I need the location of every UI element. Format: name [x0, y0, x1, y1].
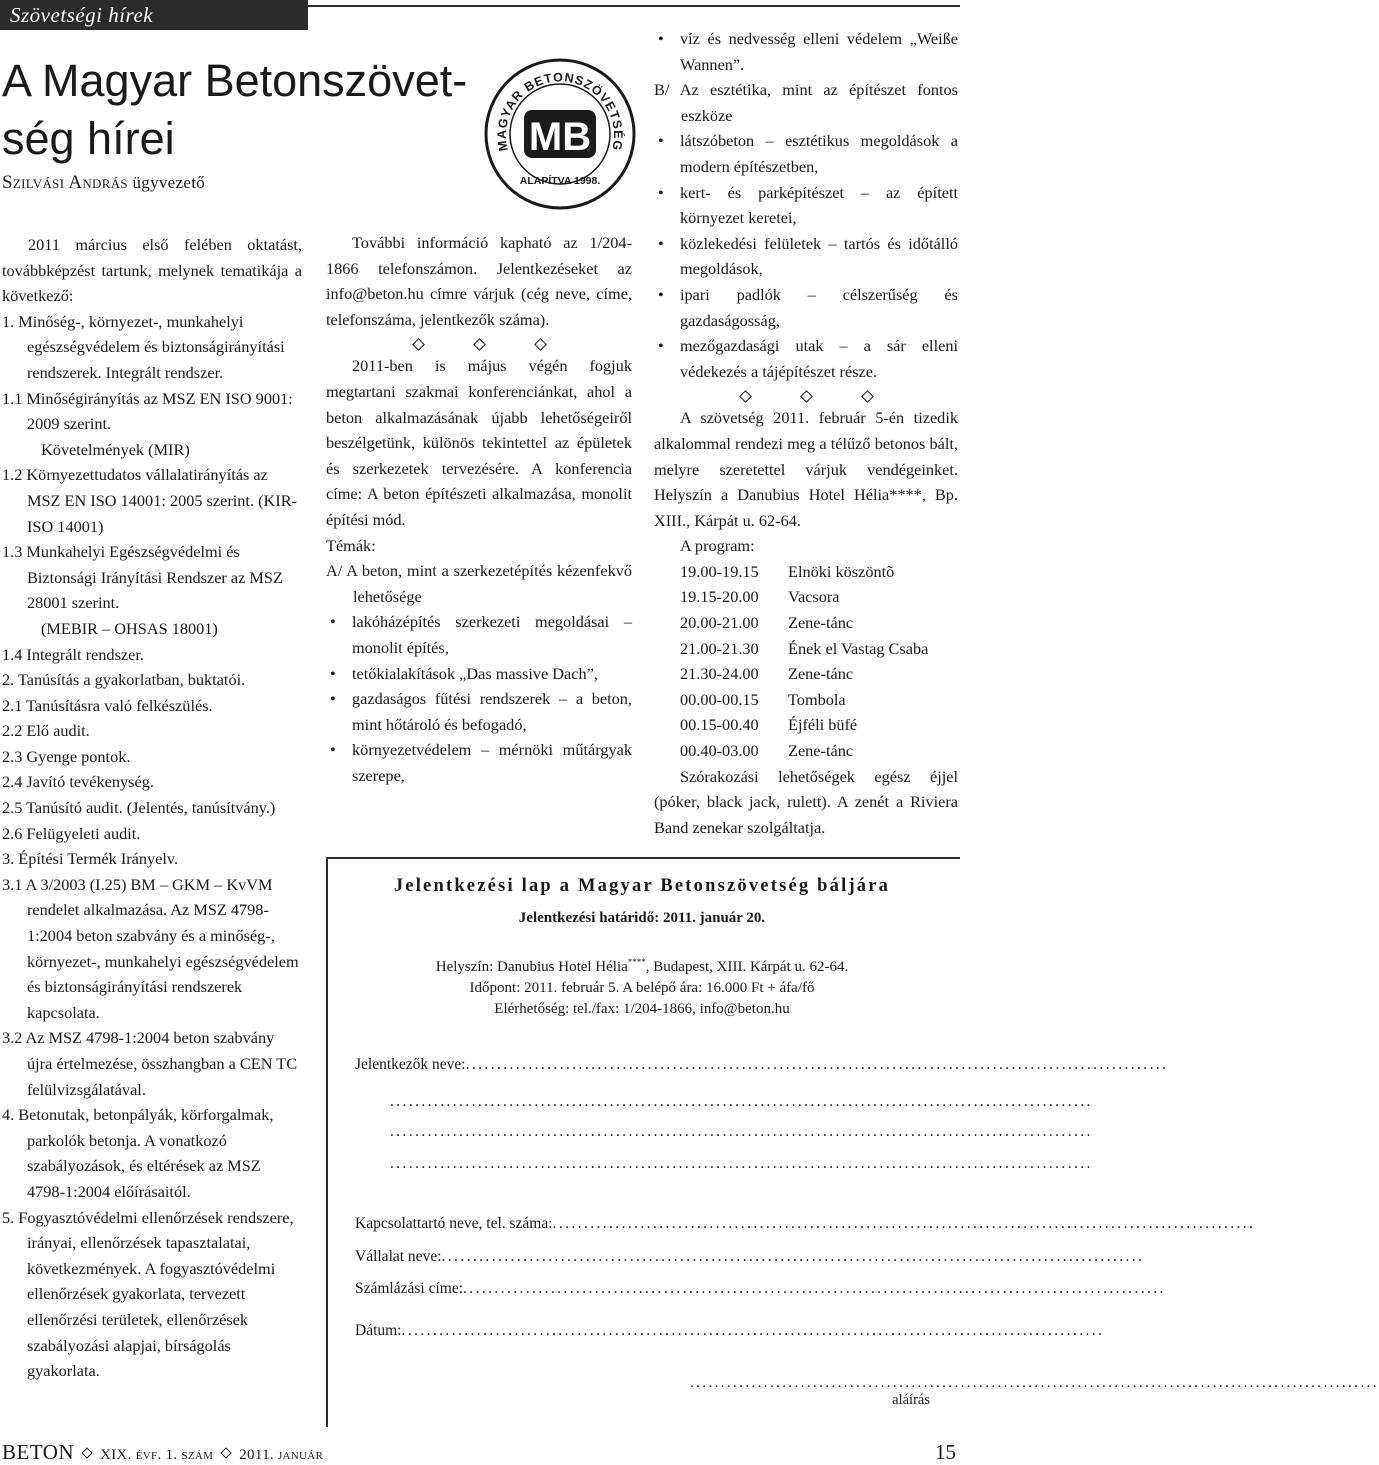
program-row: [654, 712, 958, 738]
form-title: Jelentkezési lap a Magyar Betonszövetség báljára: [393, 876, 891, 896]
bullet-item: • tetőkialakítások „Das massive Dach”,: [326, 661, 632, 687]
date-field[interactable]: Dátum:................................................................................................................: [355, 1322, 1105, 1339]
date-label: Dátum:: [355, 1322, 402, 1339]
diamond-icon: [861, 390, 874, 403]
diamond-icon: [81, 1447, 92, 1458]
curriculum-item: 2.2 Elő audit.: [2, 721, 90, 741]
form-venue: Helyszín: Danubius Hotel Hélia****, Budapest, XIII. Kárpát u. 62-64.: [435, 957, 849, 975]
program-event: Tombola: [788, 689, 846, 709]
curriculum-item: 1.3 Munkahelyi Egészségvédelmi és Biztonsági Irányítási Rendszer az MSZ 28001 szerint.: [2, 542, 283, 613]
program-label: A program:: [680, 536, 755, 556]
curriculum-item: Követelmények (MIR): [41, 439, 190, 459]
names-label: Jelentkezők neve:: [355, 1056, 466, 1073]
bullet-item: • víz és nedvesség elleni védelem „Weiße Wannen”.: [654, 26, 958, 77]
curriculum-list: [2, 309, 302, 1384]
separator-diamonds: [654, 392, 958, 401]
program-event: Zene-tánc: [788, 613, 854, 633]
program-event: Zene-tánc: [788, 741, 854, 761]
program-row: [654, 636, 958, 662]
page-title-line-1: A Magyar Betonszövet-: [2, 55, 468, 106]
company-field[interactable]: Vállalat neve:................................................................................................................: [355, 1248, 1145, 1265]
page-number: 15: [935, 1440, 956, 1464]
conference-paragraph: 2011-ben is május végén fogjuk megtartani szakmai konferenciánkat, ahol a beton alkalmazásának újabb lehetőségeiről beszélgetünk, különös tekintettel az épületek és szerkezetek tervezésére. A konferencia címe: A beton építészeti alkalmazása, monolit építési mód.: [326, 356, 632, 529]
curriculum-item: 3. Építési Termék Irányelv.: [2, 849, 179, 869]
form-contact: Elérhetőség: tel./fax: 1/204-1866, info@beton.hu: [494, 1001, 790, 1017]
company-label: Vállalat neve:: [355, 1248, 442, 1265]
program-event: Éjféli büfé: [788, 715, 858, 735]
separator-diamonds: [326, 340, 632, 349]
diamond-icon: [739, 390, 752, 403]
program-event: Ének el Vastag Csaba: [788, 638, 929, 658]
curriculum-item: 1.1 Minőségirányítás az MSZ EN ISO 9001: 2009 szerint.: [2, 388, 293, 434]
names-field[interactable]: Jelentkezők neve:................................................................................................................: [355, 1056, 1169, 1073]
billing-address-field[interactable]: Számlázási címe:................................................................................................................: [355, 1280, 1166, 1297]
bullet-item: • környezetvédelem – mérnöki műtárgyak szerepe,: [326, 737, 632, 788]
column-2: [326, 230, 632, 788]
curriculum-item: 2. Tanúsítás a gyakorlatban, buktatói.: [2, 670, 246, 690]
curriculum-item: 2.6 Felügyeleti audit.: [2, 823, 141, 843]
author-role: ügyvezető: [132, 173, 206, 192]
diamond-icon: [473, 339, 486, 352]
diamond-icon: [534, 339, 547, 352]
intro-paragraph: 2011 március első felében oktatást, továbbképzést tartunk, melynek tematikája a következő:: [2, 235, 302, 306]
magazine-name: BETON: [2, 1440, 75, 1464]
curriculum-item: 1.4 Integrált rendszer.: [2, 644, 144, 664]
association-logo: [478, 52, 642, 216]
curriculum-item: 2.4 Javító tevékenység.: [2, 772, 154, 792]
topic-a: A/ A beton, mint a szerkezetépítés kézenfekvő lehetősége: [326, 561, 632, 606]
bullet-item: • ipari padlók – célszerűség és gazdaságosság,: [654, 282, 958, 333]
issue-date: 2011. január: [239, 1447, 324, 1463]
registration-form: [326, 857, 1379, 1427]
curriculum-item: 5. Fogyasztóvédelmi ellenőrzések rendszere, irányai, ellenőrzések tapasztalatai, következmények. A fogyasztóvédelmi ellenőrzések gyakorlata, tervezett ellenőrzési területek, ellenőrzések szabályozási alapjai, bírságolás gyakorlata.: [2, 1207, 294, 1381]
curriculum-item: 2.1 Tanúsításra való felkészülés.: [2, 695, 213, 715]
ball-paragraph: A szövetség 2011. február 5-én tizedik alkalommal rendezi meg a télűző betonos bált, melyre szeretettel várjuk vendégeinket. Helyszín a Danubius Hotel Hélia****, Bp. XIII., Kárpát u. 62-64.: [654, 408, 958, 530]
program-event: Vacsora: [788, 587, 840, 607]
page-title-line-2: ség hírei: [2, 113, 175, 164]
diamond-icon: [412, 339, 425, 352]
logo-founded: ALAPÍTVA 1998.: [519, 175, 601, 187]
names-line-3[interactable]: ................................................................................................................: [390, 1123, 1093, 1140]
program-time: 00.00-00.15: [680, 689, 759, 709]
page-footer: [2, 1440, 958, 1464]
section-tag: Szövetségi hírek: [0, 0, 308, 30]
top-rule: [308, 5, 960, 7]
curriculum-item: 3.2 Az MSZ 4798-1:2004 beton szabvány újra értelmezése, összhangban a CEN TC felülvizsgálatával.: [2, 1028, 298, 1099]
curriculum-item: 3.1 A 3/2003 (I.25) BM – GKM – KvVM rendelet alkalmazása. Az MSZ 4798-1:2004 beton szabvány és a minőség-, környezet-, munkahelyi egészségvédelem és biztonságirányítási rendszerek kapcsolata.: [2, 874, 299, 1022]
form-date-price: Időpont: 2011. február 5. A belépő ára: 16.000 Ft + áfa/fő: [469, 980, 815, 996]
info-paragraph: További információ kapható az 1/204-1866 telefonszámon. Jelentkezéseket az info@beton.hu címre várjuk (cég neve, címe, telefonszáma, jelentkezők száma).: [326, 233, 632, 329]
program-event: Zene-tánc: [788, 664, 854, 684]
volume-info: XIX. évf. 1. szám: [100, 1447, 214, 1463]
topics-label: Témák:: [326, 535, 376, 555]
form-info: [362, 952, 922, 1020]
bullet-item: • látszóbeton – esztétikus megoldások a modern építészetben,: [654, 128, 958, 179]
topic-a-bullets-continued: [654, 26, 958, 77]
diamond-icon: [800, 390, 813, 403]
topic-a-bullets: [326, 609, 632, 788]
program-row: [654, 738, 958, 764]
diamond-icon: [221, 1447, 232, 1458]
program-row: [654, 610, 958, 636]
curriculum-item: 1. Minőség-, környezet-, munkahelyi egészségvédelem és biztonságirányítási rendszerek. Integrált rendszer.: [2, 311, 285, 382]
logo-ring-text: MAGYAR BETONSZÖVETSÉG: [494, 70, 626, 153]
logo-initials: MB: [528, 115, 592, 159]
program-list: [654, 559, 958, 764]
bullet-item: • lakóházépítés szerkezeti megoldásai – monolit építés,: [326, 609, 632, 660]
curriculum-item: 4. Betonutak, betonpályák, körforgalmak, parkolók betonja. A vonatkozó szabályozások, és eltérések az MSZ 4798-1:2004 előírásaitól.: [2, 1105, 274, 1201]
program-time: 00.40-03.00: [680, 741, 759, 761]
author-name: Szilvási András: [2, 172, 128, 193]
names-line-2[interactable]: ................................................................................................................: [390, 1093, 1093, 1110]
curriculum-item: (MEBIR – OHSAS 18001): [41, 618, 218, 638]
signature-line[interactable]: ................................................................................................................: [690, 1375, 1379, 1391]
program-time: 21.30-24.00: [680, 664, 759, 684]
form-deadline: Jelentkezési határidő: 2011. január 20.: [518, 910, 766, 926]
program-row: [654, 584, 958, 610]
topic-b-bullets: [654, 128, 958, 384]
bullet-item: • gazdaságos fűtési rendszerek – a beton, mint hőtároló és befogadó,: [326, 686, 632, 737]
program-row: [654, 687, 958, 713]
signature-label: aláírás: [892, 1392, 930, 1408]
author-line: [2, 172, 205, 194]
curriculum-item: 2.5 Tanúsító audit. (Jelentés, tanúsítvány.): [2, 798, 276, 818]
program-time: 20.00-21.00: [680, 613, 759, 633]
contact-person-label: Kapcsolattartó neve, tel. száma:: [355, 1215, 553, 1232]
closing-paragraph: Szórakozási lehetőségek egész éjjel (póker, black jack, rulett). A zenét a Riviera Band zenekar szolgáltatja.: [654, 766, 958, 837]
program-time: 19.00-19.15: [680, 561, 759, 581]
bullet-item: • közlekedési felületek – tartós és időtálló megoldások,: [654, 231, 958, 282]
names-line-4[interactable]: ................................................................................................................: [390, 1155, 1093, 1172]
column-1: [2, 232, 302, 1384]
program-row: [654, 559, 958, 585]
program-time: 19.15-20.00: [680, 587, 759, 607]
topic-b: B/ Az esztétika, mint az építészet fontos eszköze: [654, 80, 958, 125]
contact-person-field[interactable]: Kapcsolattartó neve, tel. száma:................................................................................................................: [355, 1215, 1256, 1232]
bullet-item: • mezőgazdasági utak – a sár elleni védekezés a tájépítészet része.: [654, 333, 958, 384]
curriculum-item: 1.2 Környezettudatos vállalatirányítás az MSZ EN ISO 14001: 2005 szerint. (KIR-ISO 14001): [2, 465, 297, 536]
program-row: [654, 661, 958, 687]
column-3: [654, 26, 958, 840]
program-time: 00.15-00.40: [680, 715, 759, 735]
program-time: 21.00-21.30: [680, 638, 759, 658]
program-event: Elnöki köszöntõ: [788, 561, 895, 581]
curriculum-item: 2.3 Gyenge pontok.: [2, 746, 131, 766]
bullet-item: • kert- és parképítészet – az épített környezet keretei,: [654, 180, 958, 231]
billing-address-label: Számlázási címe:: [355, 1280, 464, 1297]
page-title: [2, 52, 492, 168]
